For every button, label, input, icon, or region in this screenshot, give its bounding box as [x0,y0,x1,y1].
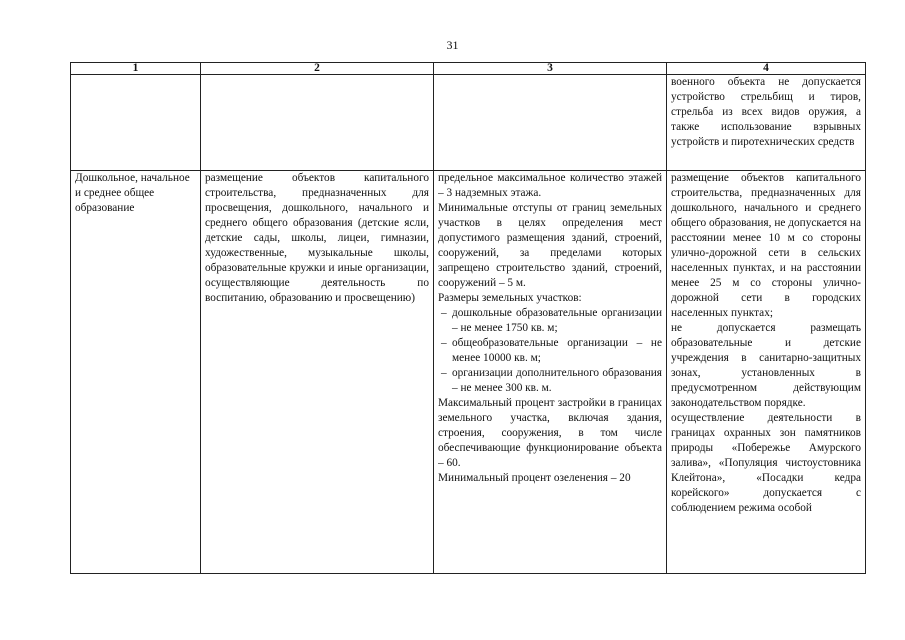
zoning-table [70,62,866,574]
table-header-row [71,63,866,75]
table-row-education [71,171,866,574]
cell-use-description: размещение объектов капитального строительства, предназначенных для просвещения, дошкольного, начального и среднего общего образования (детские ясли, детские сады, школы, лицеи, гимназии, художественные, музыкальные школы, образовательные кружки и иные организации, осуществляющие деятельность по воспитанию, образованию и просвещению) [201,171,434,574]
table-row-continuation [71,75,866,171]
header-col-1: 1 [71,63,201,75]
list-item: – организации дополнительного образования – не менее 300 кв. м. [438,366,662,396]
cell-use-name [71,75,201,171]
param-setbacks: Минимальные отступы от границ земельных участков в целях определения мест допустимого размещения зданий, строений, сооружений, за пределами которых запрещено строительство зданий, строений, сооружений – 5 м. [438,202,662,289]
param-plot-sizes-heading: Размеры земельных участков: [438,292,582,304]
header-col-4: 4 [667,63,866,75]
param-floors: предельное максимальное количество этажей – 3 надземных этажа. [438,172,662,199]
header-col-2: 2 [201,63,434,75]
plot-size-list [438,306,662,396]
restriction-distance: размещение объектов капитального строительства, предназначенных для дошкольного, начального и среднего общего образования, не допускается на расстоянии менее 10 м со стороны улично-дорожной сети в сельских населенных пунктах, и на расстоянии менее 25 м со стороны улично-дорожной сети в городских населенных пунктах; [671,172,861,319]
param-min-greening: Минимальный процент озеленения – 20 [438,472,631,484]
list-item: – дошкольные образовательные организации – не менее 1750 кв. м; [438,306,662,336]
cell-parameters [434,75,667,171]
header-col-3: 3 [434,63,667,75]
restriction-nature-monuments: осуществление деятельности в границах охранных зон памятников природы «Побережье Амурского залива», «Популяция чистоустовника Клейтона», «Посадки кедра корейского» допускается с соблюдением режима особой [671,412,861,514]
restriction-sanitary-zones: не допускается размещать образовательные и детские учреждения в санитарно-защитных зонах, установленных в предусмотренном действующим законодательством порядке. [671,322,861,409]
list-item: – общеобразовательные организации – не менее 10000 кв. м; [438,336,662,366]
cell-use-name: Дошкольное, начальное и среднее общее образование [71,171,201,574]
cell-parameters [434,171,667,574]
cell-use-description [201,75,434,171]
param-max-coverage: Максимальный процент застройки в границах земельного участка, включая здания, строения, сооружения, в том числе обеспечивающие функционирование объекта – 60. [438,397,662,469]
cell-restrictions: военного объекта не допускается устройство стрельбищ и тиров, стрельба из всех видов оружия, а также использование взрывных устройств и пиротехнических средств [667,75,866,171]
cell-restrictions [667,171,866,574]
page-number: 31 [446,38,459,52]
